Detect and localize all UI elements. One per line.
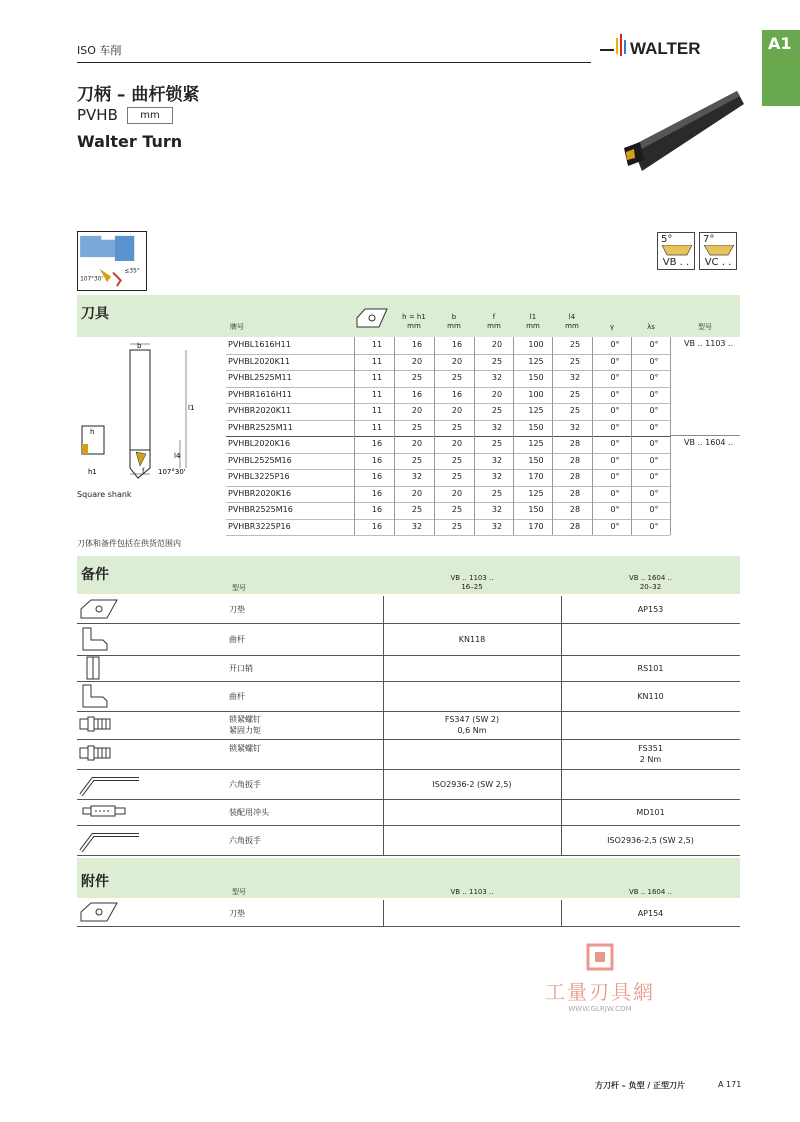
part-row [77,900,740,926]
tool-cell: 0° [649,389,659,399]
tool-cell: 25 [411,455,423,465]
part-name: 刀垫 [229,908,245,918]
tool-cell: 16 [411,389,423,399]
accessories-title: 附件 [81,874,109,890]
tool-row [226,403,670,420]
dim-l1: l1 [188,404,195,412]
tool-cell: 25 [451,521,463,531]
tool-cell: 25 [569,389,581,399]
page-number: A 171 [718,1080,742,1089]
tool-row [226,387,670,404]
part-name: 曲杆 [229,634,245,644]
tool-cell: 0° [649,356,659,366]
tool-cell: 0° [610,521,620,531]
dim-h1: h1 [88,468,97,476]
tool-cell: 16 [371,455,383,465]
chapter-tab[interactable]: A1 [762,30,800,106]
part-name: 曲杆 [229,691,245,701]
square-shank-label: Square shank [77,490,132,499]
tool-cell: 11 [371,373,383,382]
tool-cell: 28 [569,455,581,465]
spring-pin-icon [77,655,143,683]
tool-cell: 0° [610,406,620,415]
insert-geometry-icon [355,307,389,329]
dim-l4: l4 [174,452,181,460]
tool-cell: 20 [451,439,463,448]
column-divider [383,900,384,926]
tool-cell: 25 [491,439,503,448]
tool-dimension-drawing [78,340,198,490]
part-value-col1: FS347 (SW 2) 0,6 Nm [444,715,500,735]
tool-cell: 25 [451,455,463,465]
tool-cell: 20 [451,406,463,415]
col-name: 牌号 [230,323,244,331]
part-row [77,769,740,799]
watermark-url: WWW.GLRJW.COM [568,1005,632,1013]
watermark [520,942,680,1022]
tool-designation: PVHBR2525M16 [228,505,293,514]
tool-cell: 25 [569,340,581,349]
part-row [77,596,740,623]
column-divider [354,337,355,535]
column-divider [383,596,384,855]
parts-col2: VB .. 1604 .. 20–32 [629,574,672,591]
tool-cell: 25 [451,422,463,432]
tool-cell: 16 [371,472,383,481]
part-value-col2: FS351 2 Nm [638,744,663,764]
tool-designation: PVHBR2020K16 [228,488,292,498]
col-l1: l1 mm [526,313,540,330]
tool-cell: 11 [371,406,383,415]
tool-cell: 0° [610,340,620,349]
header-rule [77,62,591,63]
part-name: 装配用冲头 [229,807,269,817]
screw-icon [77,712,143,740]
insert-angle-vb [657,232,695,270]
tool-cell: 11 [371,422,383,432]
column-divider [513,337,514,535]
parts-col-type: 型号 [232,584,246,592]
watermark-text: 工量刃具網 [545,980,655,1004]
tool-cell: 150 [528,422,544,432]
dim-h: h [90,428,95,436]
tool-cell: 25 [569,406,581,415]
dim-f: f [142,467,145,475]
shim-icon [77,900,143,928]
column-divider [434,337,435,535]
tool-designation: PVHBL2020K11 [228,356,291,366]
tool-cell: 0° [649,488,659,498]
type-col-divider [670,337,671,535]
tool-cell: 0° [649,439,659,448]
tool-cell: 32 [491,521,503,531]
row-divider [77,855,740,856]
tool-row [226,469,670,486]
tool-cell: 25 [451,505,463,514]
col-l4: l4 mm [565,313,579,330]
dim-angle: 107°30' [158,468,186,476]
part-row [77,739,740,769]
tool-cell: 32 [411,472,423,481]
col-type: 型号 [698,323,712,331]
tool-row [226,420,670,437]
tools-header-band [77,295,740,337]
clamp-lever-icon [77,626,143,654]
part-name: 六角扳手 [229,779,261,789]
column-divider [561,596,562,855]
tool-cell: 0° [649,422,659,432]
tool-cell: 0° [649,521,659,531]
tool-cell: 170 [528,472,544,481]
tool-holder-image [612,86,747,186]
tool-cell: 0° [649,373,659,382]
section-label: ISO 车削 [77,44,122,57]
page-title: 刀柄 – 曲杆锁紧 [77,85,200,105]
tool-cell: 25 [491,356,503,366]
schem-angle1: 107°30' [80,276,104,283]
part-name: 开口销 [229,663,253,673]
tool-cell: 20 [411,488,423,498]
part-value-col2: KN110 [637,691,664,701]
angle-vb-label: VB . . [662,257,690,268]
col-h: h = h1 mm [402,313,426,330]
angle-vc-deg: 7° [703,234,715,245]
col-f: f mm [487,313,501,330]
tool-cell: 25 [411,422,423,432]
tool-cell: 0° [610,422,620,432]
tool-cell: 170 [528,521,544,531]
insert-shape-icon [662,245,692,257]
tool-cell: 25 [569,356,581,366]
product-code: PVHB [77,106,118,124]
insert-angle-icons [657,232,737,270]
tool-row [226,453,670,470]
parts-col1: VB .. 1103 .. 16–25 [450,574,494,591]
row-divider [226,535,670,536]
tool-cell: 32 [491,505,503,514]
tool-row [226,519,670,536]
column-divider [474,337,475,535]
tool-designation: PVHBR2525M11 [228,422,293,432]
tool-cell: 11 [371,340,383,349]
column-divider [631,337,632,535]
tool-cell: 20 [491,389,503,399]
accessories-header-band [77,858,740,898]
hex-key-icon [77,771,143,799]
tool-cell: 0° [610,389,620,399]
tool-cell: 11 [371,389,383,399]
tool-cell: 25 [451,472,463,481]
tool-cell: 0° [649,505,659,514]
tool-designation: PVHBL1616H11 [228,340,291,349]
tool-cell: 32 [491,422,503,432]
parts-header-band [77,556,740,594]
part-value-col1: ISO2936-2 (SW 2,5) [432,779,512,789]
watermark-logo-icon [585,942,615,972]
acc-col2: VB .. 1604 .. [629,888,672,896]
tool-cell: 0° [610,356,620,366]
tool-cell: 28 [569,505,581,514]
tool-cell: 28 [569,488,581,498]
tool-cell: 16 [371,521,383,531]
part-value-col2: ISO2936-2,5 (SW 2,5) [607,835,694,845]
walter-logo [600,28,740,64]
screw-icon [77,741,143,769]
part-value-col2: MD101 [636,807,665,817]
tool-cell: 0° [649,455,659,465]
dim-b: b [137,342,142,350]
tool-cell: 125 [528,406,544,415]
tool-designation: PVHBL2525M16 [228,455,292,465]
part-name: 刀垫 [229,605,245,614]
shim-icon [77,597,143,625]
tool-row [226,486,670,503]
tool-cell: 16 [451,340,463,349]
part-row [77,711,740,739]
tool-designation: PVHBR1616H11 [228,389,292,399]
tool-cell: 100 [528,340,544,349]
insert-shape-icon [704,245,734,257]
tool-cell: 20 [411,356,423,366]
tool-row [226,370,670,387]
brand-text: WALTER [630,39,701,58]
angle-vb-deg: 5° [661,234,673,245]
insert-angle-vc [699,232,737,270]
tool-cell: 16 [371,505,383,514]
part-row [77,655,740,681]
tool-cell: 0° [610,373,620,382]
tool-designation: PVHBR3225P16 [228,521,291,531]
tool-cell: 20 [451,356,463,366]
tool-row [226,502,670,519]
tool-cell: 28 [569,439,581,448]
tool-cell: 150 [528,373,544,382]
tool-cell: 32 [491,472,503,481]
clamp-lever-icon [77,683,143,711]
part-row [77,825,740,855]
scope-note: 刀体和备件包括在供货范围内 [77,539,181,548]
tool-row [226,337,670,354]
part-row [77,799,740,825]
punch-icon [77,799,143,827]
tool-cell: 16 [411,340,423,349]
tool-cell: 20 [411,406,423,415]
tool-cell: 16 [371,488,383,498]
tool-cell: 0° [610,439,620,448]
tool-cell: 25 [411,373,423,382]
tool-cell: 32 [569,422,581,432]
tool-designation: PVHBL2020K16 [228,439,291,448]
acc-col1: VB .. 1103 .. [450,888,494,896]
tool-designation: PVHBL2525M11 [228,373,292,382]
tool-cell: 32 [491,455,503,465]
tool-cell: 125 [528,439,544,448]
tool-cell: 32 [411,521,423,531]
part-value-col2: AP154 [637,908,664,918]
tool-cell: 150 [528,455,544,465]
row-divider [77,926,740,927]
part-name: 锁紧螺钉 [229,744,261,753]
tool-cell: 20 [491,340,503,349]
part-name: 六角扳手 [229,835,261,845]
tool-cell: 25 [411,505,423,514]
column-divider [592,337,593,535]
tool-cell: 25 [491,488,503,498]
tool-cell: 16 [371,439,383,448]
hex-key-icon [77,827,143,855]
tool-cell: 0° [649,472,659,481]
type-label-1604: VB .. 1604 .. [684,438,734,447]
angle-vc-label: VC . . [704,257,732,268]
tool-cell: 0° [610,472,620,481]
acc-col-type: 型号 [232,888,246,896]
column-divider [394,337,395,535]
part-value-col2: RS101 [637,663,664,673]
product-line: Walter Turn [77,132,183,151]
tool-cell: 11 [371,356,383,366]
part-row [77,623,740,655]
tool-cell: 28 [569,472,581,481]
part-row [77,681,740,711]
col-b: b mm [447,313,461,330]
unit-badge: mm [127,107,173,124]
tool-row [226,354,670,371]
tool-cell: 125 [528,356,544,366]
tool-designation: PVHBL3225P16 [228,472,290,481]
tool-cell: 28 [569,521,581,531]
part-value-col1: KN118 [458,634,486,644]
tool-cell: 25 [491,406,503,415]
part-value-col2: AP153 [637,605,664,614]
parts-title: 备件 [81,567,109,583]
tool-cell: 20 [411,439,423,448]
workpiece-schematic [77,231,147,291]
tool-cell: 32 [491,373,503,382]
tool-cell: 100 [528,389,544,399]
type-group-divider [670,435,740,436]
tools-title: 刀具 [81,306,109,322]
tool-cell: 125 [528,488,544,498]
tool-designation: PVHBR2020K11 [228,406,292,415]
col-lambda: λs [647,323,655,331]
tool-cell: 25 [451,373,463,382]
tool-cell: 0° [649,340,659,349]
col-gamma: γ [609,323,615,331]
tool-cell: 0° [610,455,620,465]
schem-angle2: ≤35° [124,268,140,275]
tool-cell: 16 [451,389,463,399]
part-name: 锁紧螺钉 紧固力矩 [229,715,261,735]
tool-cell: 0° [610,488,620,498]
tool-cell: 32 [569,373,581,382]
tool-cell: 150 [528,505,544,514]
column-divider [561,900,562,926]
footer-text: 方刀杆 – 负型 / 正型刀片 [595,1081,686,1090]
tool-cell: 0° [610,505,620,514]
type-label-1103: VB .. 1103 .. [684,339,734,348]
tool-cell: 0° [649,406,659,415]
tool-cell: 20 [451,488,463,498]
column-divider [552,337,553,535]
tool-row [226,436,670,453]
